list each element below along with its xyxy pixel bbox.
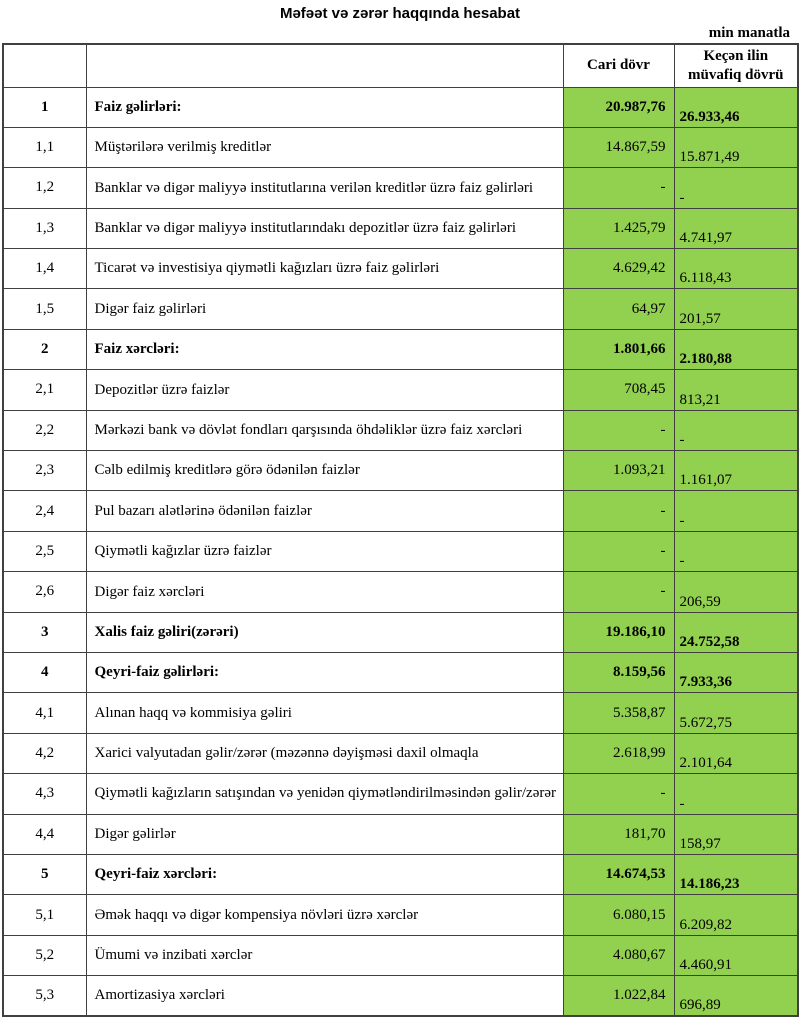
table-row: [3, 935, 798, 975]
table-row: [3, 612, 798, 652]
row-number-cell: 5,3: [3, 976, 86, 1016]
previous-value-cell: 6.209,82: [674, 895, 798, 935]
row-number-cell: 1,2: [3, 168, 86, 208]
table-row: [3, 652, 798, 692]
previous-value-cell: 15.871,49: [674, 127, 798, 167]
previous-value-cell: 24.752,58: [674, 612, 798, 652]
table-row: [3, 814, 798, 854]
previous-value-cell: -: [674, 491, 798, 531]
previous-value-cell: -: [674, 410, 798, 450]
table-row: [3, 693, 798, 733]
row-number-cell: 4,2: [3, 733, 86, 773]
row-number-cell: 2,5: [3, 531, 86, 571]
row-label-cell: Digər faiz xərcləri: [86, 572, 563, 612]
row-number-cell: 2,4: [3, 491, 86, 531]
previous-value-cell: 201,57: [674, 289, 798, 329]
row-label-cell: Qiymətli kağızların satışından və yenidən qiymətləndirilməsindən gəlir/zərər: [86, 774, 563, 814]
row-label-cell: Cəlb edilmiş kreditlərə görə ödənilən faizlər: [86, 451, 563, 491]
table-row: [3, 249, 798, 289]
current-value-cell: 1.801,66: [563, 329, 674, 369]
row-label-cell: Xarici valyutadan gəlir/zərər (məzənnə dəyişməsi daxil olmaqla: [86, 733, 563, 773]
current-value-cell: 5.358,87: [563, 693, 674, 733]
current-value-cell: 8.159,56: [563, 652, 674, 692]
current-value-cell: 2.618,99: [563, 733, 674, 773]
current-value-cell: -: [563, 491, 674, 531]
header-description-column: [86, 44, 563, 87]
current-value-cell: 708,45: [563, 370, 674, 410]
row-label-cell: Alınan haqq və kommisiya gəliri: [86, 693, 563, 733]
previous-value-cell: -: [674, 774, 798, 814]
table-row: [3, 329, 798, 369]
row-label-cell: Qeyri-faiz gəlirləri:: [86, 652, 563, 692]
row-label-cell: Qiymətli kağızlar üzrə faizlər: [86, 531, 563, 571]
table-row: [3, 289, 798, 329]
previous-value-cell: -: [674, 168, 798, 208]
previous-value-cell: 1.161,07: [674, 451, 798, 491]
table-row: [3, 774, 798, 814]
row-number-cell: 5: [3, 854, 86, 894]
current-value-cell: 4.629,42: [563, 249, 674, 289]
table-row: [3, 572, 798, 612]
previous-value-cell: 7.933,36: [674, 652, 798, 692]
current-value-cell: 6.080,15: [563, 895, 674, 935]
row-number-cell: 4,1: [3, 693, 86, 733]
previous-value-cell: 4.460,91: [674, 935, 798, 975]
previous-value-cell: 158,97: [674, 814, 798, 854]
table-row: [3, 87, 798, 127]
row-number-cell: 4,3: [3, 774, 86, 814]
current-value-cell: 1.425,79: [563, 208, 674, 248]
row-number-cell: 1,4: [3, 249, 86, 289]
table-header: [3, 44, 798, 87]
header-row: [3, 44, 798, 87]
row-number-cell: 5,1: [3, 895, 86, 935]
table-row: [3, 491, 798, 531]
previous-value-cell: 6.118,43: [674, 249, 798, 289]
row-number-cell: 2,2: [3, 410, 86, 450]
row-label-cell: Amortizasiya xərcləri: [86, 976, 563, 1016]
row-number-cell: 1,1: [3, 127, 86, 167]
row-label-cell: Xalis faiz gəliri(zərəri): [86, 612, 563, 652]
previous-value-cell: 813,21: [674, 370, 798, 410]
table-row: [3, 168, 798, 208]
current-value-cell: 14.867,59: [563, 127, 674, 167]
current-value-cell: 64,97: [563, 289, 674, 329]
previous-value-cell: 14.186,23: [674, 854, 798, 894]
header-number-column: [3, 44, 86, 87]
current-value-cell: 1.022,84: [563, 976, 674, 1016]
unit-label: min manatla: [708, 25, 790, 41]
previous-value-cell: 696,89: [674, 976, 798, 1016]
row-label-cell: Mərkəzi bank və dövlət fondları qarşısında öhdəliklər üzrə faiz xərcləri: [86, 410, 563, 450]
row-number-cell: 1,5: [3, 289, 86, 329]
row-number-cell: 2,3: [3, 451, 86, 491]
profit-loss-table: [2, 43, 799, 1017]
row-label-cell: Faiz gəlirləri:: [86, 87, 563, 127]
current-value-cell: 14.674,53: [563, 854, 674, 894]
row-number-cell: 4,4: [3, 814, 86, 854]
table-row: [3, 531, 798, 571]
row-label-cell: Əmək haqqı və digər kompensiya növləri üzrə xərclər: [86, 895, 563, 935]
table-row: [3, 895, 798, 935]
row-label-cell: Banklar və digər maliyyə institutlarına verilən kreditlər üzrə faiz gəlirləri: [86, 168, 563, 208]
row-label-cell: Depozitlər üzrə faizlər: [86, 370, 563, 410]
current-value-cell: -: [563, 410, 674, 450]
table-row: [3, 733, 798, 773]
row-label-cell: Digər gəlirlər: [86, 814, 563, 854]
row-number-cell: 1: [3, 87, 86, 127]
previous-value-cell: 5.672,75: [674, 693, 798, 733]
current-value-cell: -: [563, 168, 674, 208]
current-value-cell: 4.080,67: [563, 935, 674, 975]
previous-value-cell: 26.933,46: [674, 87, 798, 127]
table-row: [3, 854, 798, 894]
current-value-cell: 20.987,76: [563, 87, 674, 127]
row-label-cell: Pul bazarı alətlərinə ödənilən faizlər: [86, 491, 563, 531]
current-value-cell: 181,70: [563, 814, 674, 854]
current-value-cell: -: [563, 531, 674, 571]
row-number-cell: 2: [3, 329, 86, 369]
table-row: [3, 451, 798, 491]
row-label-cell: Digər faiz gəlirləri: [86, 289, 563, 329]
previous-value-cell: 2.180,88: [674, 329, 798, 369]
table-row: [3, 208, 798, 248]
table-body: [3, 87, 798, 1016]
header-previous-period: Keçən ilin müvafiq dövrü: [674, 44, 798, 87]
table-row: [3, 976, 798, 1016]
row-number-cell: 3: [3, 612, 86, 652]
row-number-cell: 5,2: [3, 935, 86, 975]
previous-value-cell: -: [674, 531, 798, 571]
row-number-cell: 2,1: [3, 370, 86, 410]
current-value-cell: -: [563, 774, 674, 814]
row-label-cell: Ümumi və inzibati xərclər: [86, 935, 563, 975]
page-title: Məfəət və zərər haqqında hesabat: [279, 5, 521, 22]
current-value-cell: 19.186,10: [563, 612, 674, 652]
table-row: [3, 370, 798, 410]
row-label-cell: Qeyri-faiz xərcləri:: [86, 854, 563, 894]
row-number-cell: 4: [3, 652, 86, 692]
row-number-cell: 1,3: [3, 208, 86, 248]
previous-value-cell: 206,59: [674, 572, 798, 612]
current-value-cell: -: [563, 572, 674, 612]
row-label-cell: Ticarət və investisiya qiymətli kağızları üzrə faiz gəlirləri: [86, 249, 563, 289]
row-number-cell: 2,6: [3, 572, 86, 612]
header-current-period: Cari dövr: [563, 44, 674, 87]
current-value-cell: 1.093,21: [563, 451, 674, 491]
previous-value-cell: 4.741,97: [674, 208, 798, 248]
row-label-cell: Banklar və digər maliyyə institutlarındakı depozitlər üzrə faiz gəlirləri: [86, 208, 563, 248]
table-row: [3, 127, 798, 167]
previous-value-cell: 2.101,64: [674, 733, 798, 773]
table-row: [3, 410, 798, 450]
row-label-cell: Faiz xərcləri:: [86, 329, 563, 369]
row-label-cell: Müştərilərə verilmiş kreditlər: [86, 127, 563, 167]
